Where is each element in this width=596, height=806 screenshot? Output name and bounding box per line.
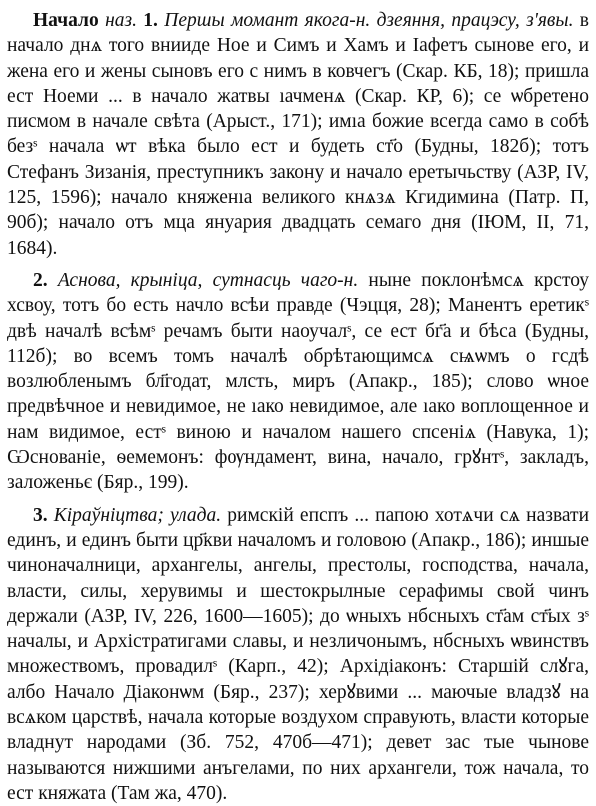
sense-1-definition: Першы момант якога-н. дзеяння, працэсу, з'явы.: [164, 10, 574, 31]
sense-1-paragraph: [7, 8, 589, 261]
sense-2-definition: Аснова, крыніца, сутнасць чаго-н.: [57, 269, 359, 291]
grammar-label: наз.: [105, 10, 137, 31]
sense-3-paragraph: [7, 503, 589, 806]
sense-2-paragraph: [7, 268, 589, 496]
sense-2-citations: ныне поклонѣмсѧ крстоу хсвоу, тотъ бо есть начло всѣи правде (Чэцця, 28); Манентъ еретикˢ двѣ началѣ всѣмˢ речамъ быти наоучалˢ, се ест бг҃а и бѣса (Будны, 112б); во всемъ томъ началѣ обрѣтающимсѧ сѩѡмъ о гсдѣ возлюбленымъ бл҃годат, млсть, миръ (Апакр., 185); слово ѡное предвѣчное и невидимое, не ıако невидимое, але ıако воплощенное и нам видимое, естˢ виною и началом нашего спсеніѧ (Навука, 1); Ѡснованіе, ѳемемонъ: фѹндамент, вина, начало, грꙋнтˢ, закладъ, заложеньє (Бяр., 199).: [7, 269, 589, 494]
sense-3-citations: римскій епспъ ... папою хотѧчи сѧ назвати единъ, и единъ быти цр҃кви началомъ и головою (Апакр., 186); иншые чиноначалници, архангелы, ангелы, престолы, господства, начала, власти, силы, херувимы и шестокрылные серафимы свой чинъ держали (АЗР, IV, 226, 1600—1605); до ѡныхъ нбсныхъ ст҃ам ст҃ых зˢ началы, и Архістратигами славы, и незличонымъ, нбсныхъ ѡвинствъ множествомъ, провадилˢ (Карп., 42); Архідіаконъ: Старшій слꙋга, албо Начало Діаконѡм (Бяр., 237); херꙋвими ... маючые владзꙋ на всѧком царствѣ, начала которые воздухом справують, власти которые владнут народами (Зб. 752, 470б—471); девет зас тые чынове называются нижшими анъгелами, по них архангели, тож начала, то ест княжата (Там жа, 470).: [7, 504, 590, 804]
headword: Начало: [33, 10, 99, 31]
sense-3-number: 3.: [33, 504, 48, 526]
sense-1-number: 1.: [143, 10, 158, 31]
sense-2-number: 2.: [33, 269, 48, 291]
sense-3-definition: Кіраўніцтва; улада.: [53, 504, 222, 526]
sense-1-citations: в начало днѧ того внииде Ное и Симъ и Хамъ и Іафетъ сынове его, и жена его и жены сыновъ его с нимъ в ковчегъ (Скар. КБ, 18); пришла ест Ноеми ... в начало жатвы ıачменѧ (Скар. КР, 6); се ѡбретено писмом в начале свѣта (Арыст., 171); имıа божие всегда само в собѣ безˢ начала ѡт вѣка было ест и будеть ст҃о (Будны, 182б); тотъ Стефанъ Зизанія, преступникъ закону и начало еретычьству (АЗР, IV, 125, 1596); начало княженıа великого кнѧзѧ Кгидимина (Патр. П, 90б); начало отъ мца януария двадцать семаго дня (ІЮМ, II, 71, 1684).: [7, 10, 590, 259]
